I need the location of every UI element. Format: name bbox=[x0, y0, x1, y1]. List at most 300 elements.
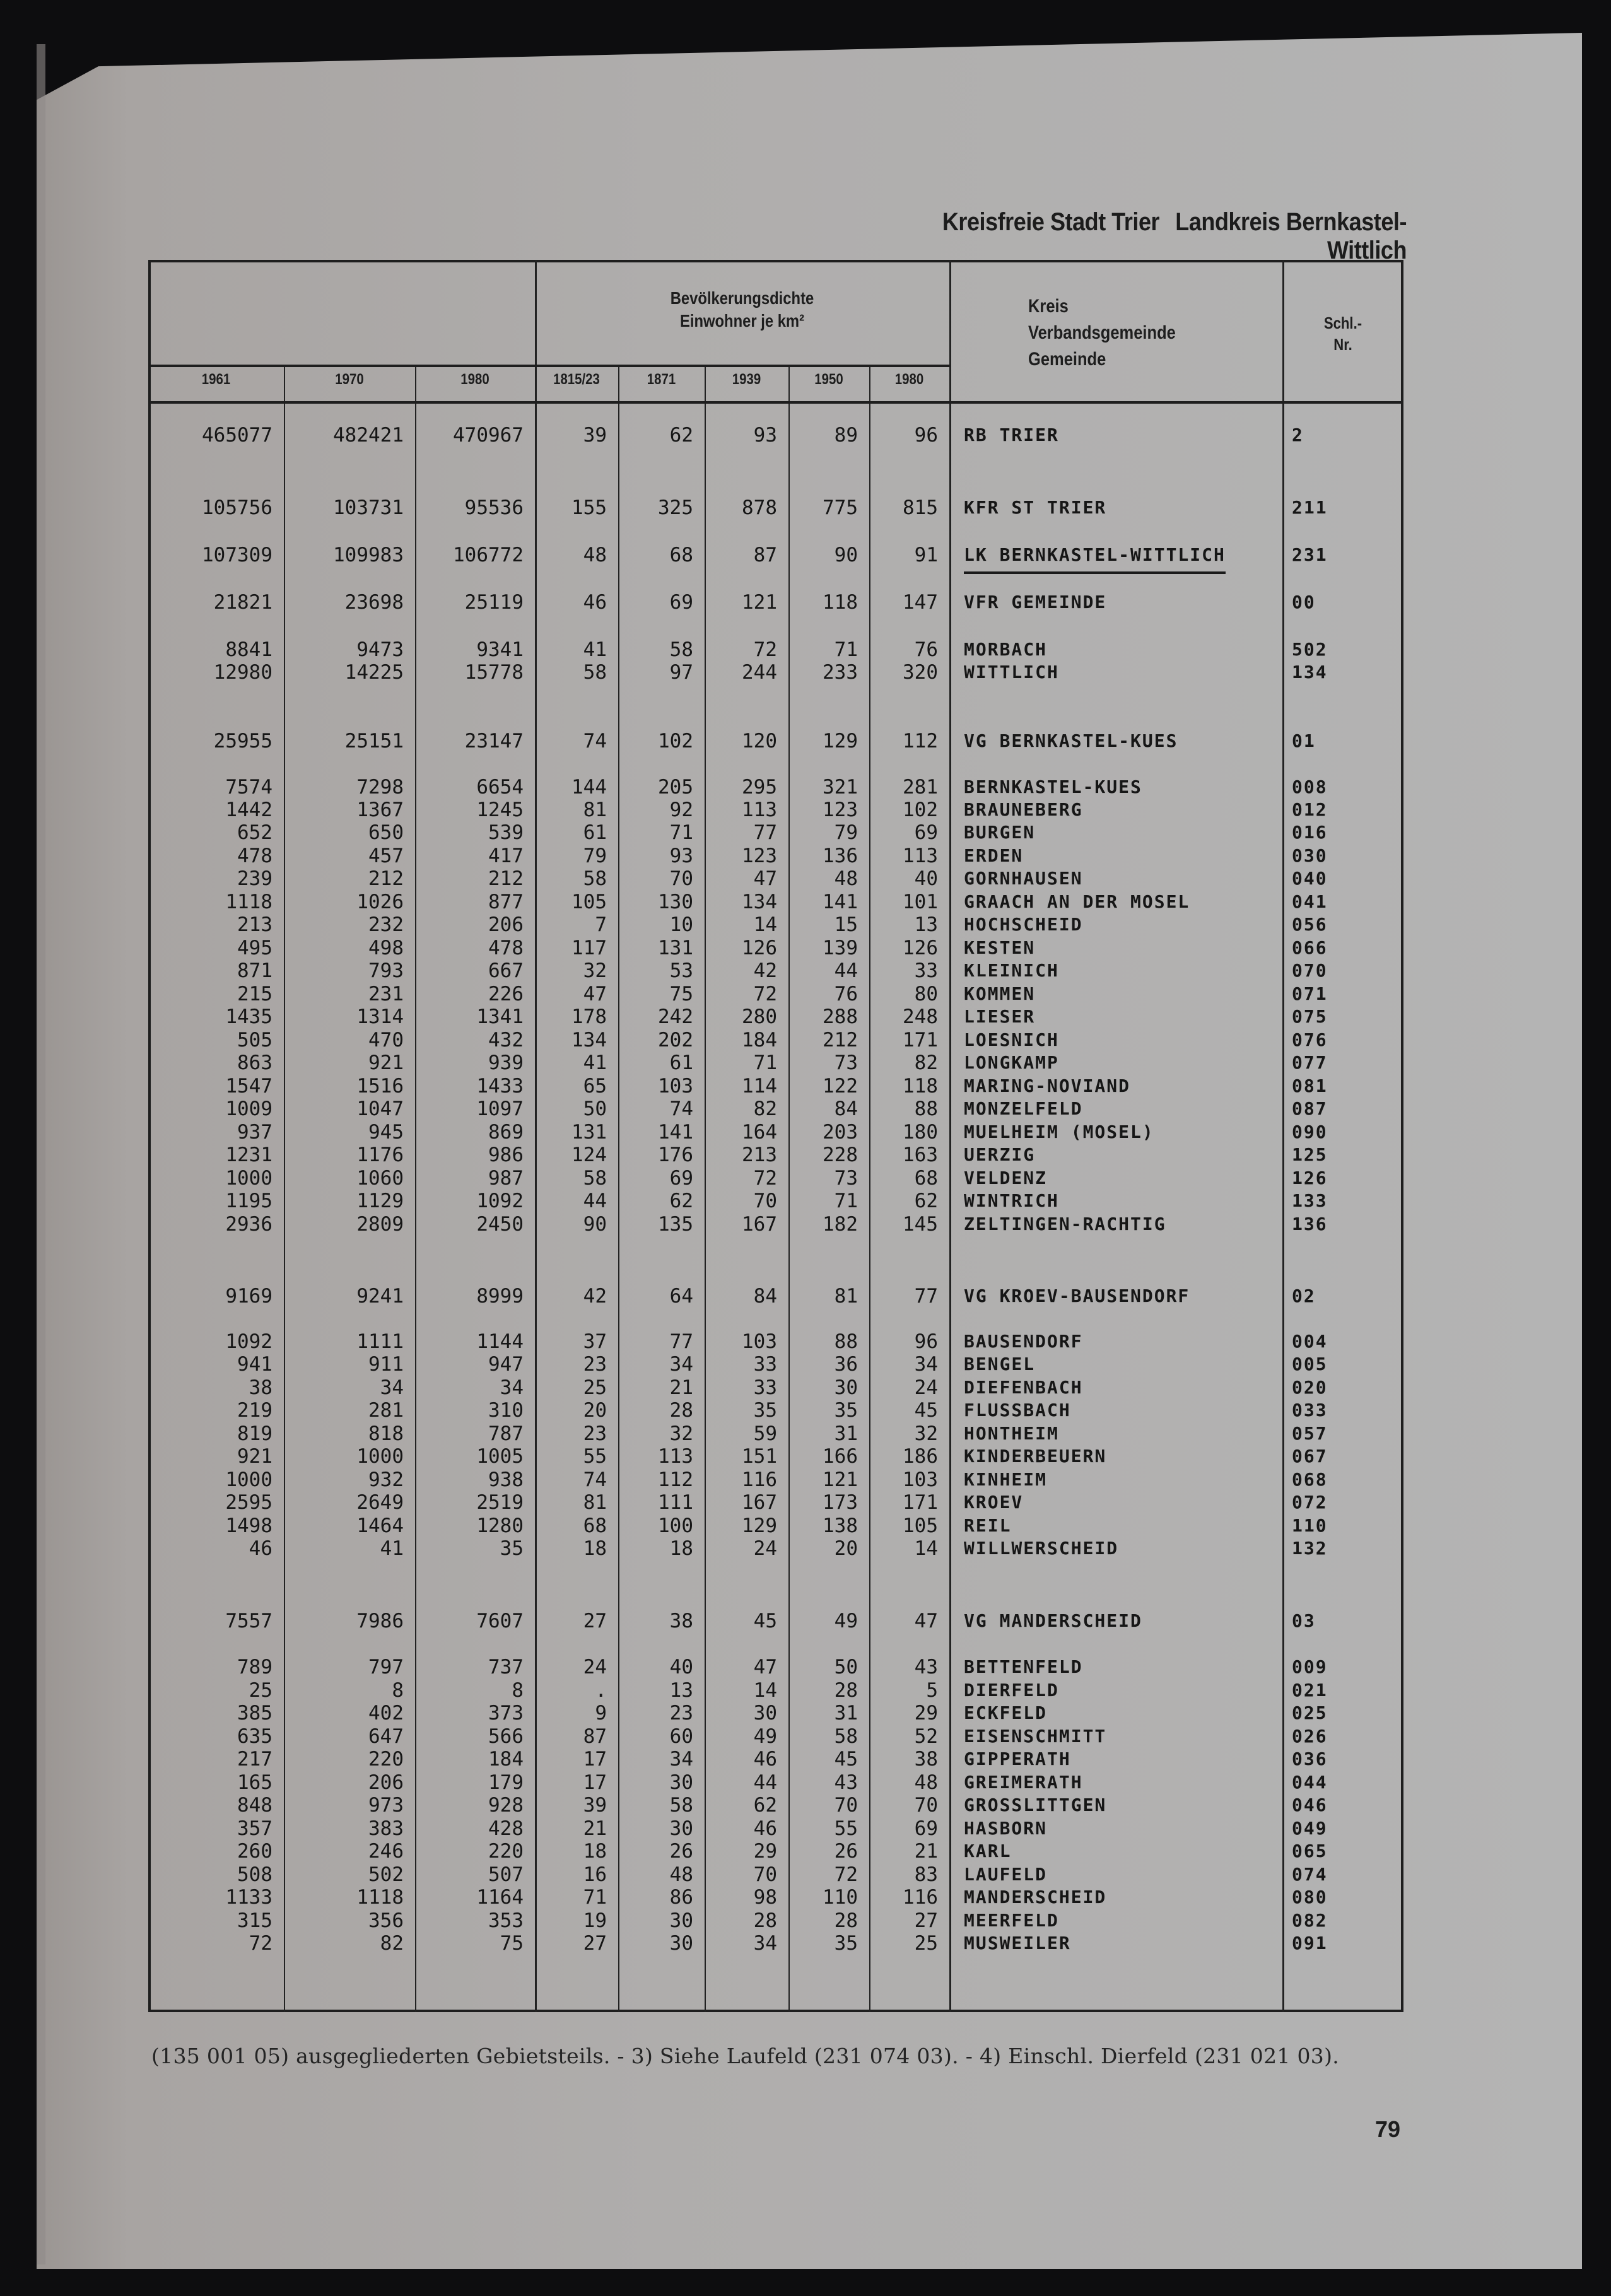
cell-p1961: 2936 bbox=[225, 1213, 272, 1236]
cell-d1871: 205 bbox=[658, 776, 693, 799]
header-density-1815: 1815/23 bbox=[553, 371, 600, 388]
cell-name: MANDERSCHEID bbox=[964, 1887, 1107, 1907]
cell-d1871: 58 bbox=[669, 638, 693, 661]
header-pop-1961: 1961 bbox=[201, 371, 231, 388]
cell-d1950: 73 bbox=[834, 1051, 858, 1074]
cell-p1970: 457 bbox=[368, 845, 404, 867]
column-divider bbox=[949, 260, 951, 2012]
cell-p1980: 667 bbox=[488, 959, 524, 982]
cell-d1815: 55 bbox=[583, 1445, 607, 1468]
cell-d1980: 180 bbox=[903, 1121, 938, 1144]
cell-d1980: 13 bbox=[914, 913, 938, 936]
cell-name: VG MANDERSCHEID bbox=[964, 1610, 1142, 1631]
cell-name: WILLWERSCHEID bbox=[964, 1538, 1119, 1559]
cell-p1961: 1092 bbox=[225, 1330, 272, 1353]
header-pop-1980: 1980 bbox=[460, 371, 489, 388]
cell-p1961: 105756 bbox=[202, 496, 272, 519]
cell-p1980: 1341 bbox=[476, 1005, 524, 1028]
cell-d1815: 25 bbox=[583, 1376, 607, 1399]
cell-code: 075 bbox=[1292, 1006, 1328, 1027]
cell-d1980: 88 bbox=[914, 1098, 938, 1120]
cell-p1970: 41 bbox=[380, 1537, 404, 1560]
cell-d1950: 89 bbox=[834, 424, 858, 447]
cell-code: 081 bbox=[1292, 1075, 1328, 1096]
cell-d1871: 23 bbox=[669, 1702, 693, 1725]
cell-p1961: 937 bbox=[237, 1121, 272, 1144]
cell-d1950: 55 bbox=[834, 1817, 858, 1840]
cell-p1970: 1129 bbox=[356, 1190, 404, 1212]
cell-p1961: 1195 bbox=[225, 1190, 272, 1212]
cell-d1815: 71 bbox=[583, 1886, 607, 1909]
cell-name: KINDERBEUERN bbox=[964, 1446, 1107, 1467]
cell-p1970: 1176 bbox=[356, 1144, 404, 1166]
cell-d1815: 23 bbox=[583, 1353, 607, 1376]
cell-p1961: 38 bbox=[249, 1376, 272, 1399]
cell-d1815: 81 bbox=[583, 1491, 607, 1514]
cell-d1871: 48 bbox=[669, 1863, 693, 1886]
cell-p1980: 8 bbox=[512, 1679, 524, 1702]
cell-p1980: 1092 bbox=[476, 1190, 524, 1212]
cell-p1961: 2595 bbox=[225, 1491, 272, 1514]
cell-code: 090 bbox=[1292, 1122, 1328, 1142]
cell-p1970: 1111 bbox=[356, 1330, 404, 1353]
cell-code: 125 bbox=[1292, 1144, 1328, 1165]
cell-name: GROSSLITTGEN bbox=[964, 1795, 1107, 1815]
cell-p1980: 220 bbox=[488, 1840, 524, 1863]
cell-d1939: 126 bbox=[742, 937, 777, 959]
cell-code: 080 bbox=[1292, 1887, 1328, 1907]
cell-p1961: 25 bbox=[249, 1679, 272, 1702]
cell-d1980: 96 bbox=[914, 424, 938, 447]
cell-d1815: 20 bbox=[583, 1399, 607, 1422]
cell-d1939: 113 bbox=[742, 799, 777, 821]
cell-p1970: 9473 bbox=[356, 638, 404, 661]
cell-p1961: 1435 bbox=[225, 1005, 272, 1028]
cell-d1815: 74 bbox=[583, 1468, 607, 1491]
cell-d1980: 27 bbox=[914, 1909, 938, 1932]
cell-p1970: 109983 bbox=[333, 544, 404, 566]
cell-p1970: 921 bbox=[368, 1051, 404, 1074]
cell-d1980: 48 bbox=[914, 1771, 938, 1794]
cell-p1970: 7298 bbox=[356, 776, 404, 799]
cell-d1950: 45 bbox=[834, 1748, 858, 1771]
cell-d1980: 83 bbox=[914, 1863, 938, 1886]
cell-p1970: 818 bbox=[368, 1422, 404, 1445]
cell-d1939: 120 bbox=[742, 730, 777, 753]
cell-name: HONTHEIM bbox=[964, 1423, 1059, 1444]
cell-p1970: 1464 bbox=[356, 1514, 404, 1537]
cell-name: GREIMERATH bbox=[964, 1772, 1083, 1793]
cell-d1950: 35 bbox=[834, 1932, 858, 1955]
cell-d1815: 90 bbox=[583, 1213, 607, 1236]
cell-code: 072 bbox=[1292, 1492, 1328, 1513]
cell-d1815: 81 bbox=[583, 799, 607, 821]
cell-code: 071 bbox=[1292, 983, 1328, 1004]
cell-d1871: 30 bbox=[669, 1932, 693, 1955]
cell-d1980: 82 bbox=[914, 1051, 938, 1074]
name-header-vg: Verbandsgemeinde bbox=[1028, 322, 1176, 343]
cell-p1970: 402 bbox=[368, 1702, 404, 1725]
header-density-1980: 1980 bbox=[894, 371, 924, 388]
cell-d1815: 124 bbox=[571, 1144, 607, 1166]
cell-p1980: 226 bbox=[488, 983, 524, 1005]
cell-d1939: 59 bbox=[753, 1422, 777, 1445]
cell-d1939: 33 bbox=[753, 1353, 777, 1376]
cell-d1939: 121 bbox=[742, 591, 777, 614]
cell-d1950: 31 bbox=[834, 1422, 858, 1445]
cell-d1950: 88 bbox=[834, 1330, 858, 1353]
cell-p1980: 539 bbox=[488, 821, 524, 844]
cell-d1950: 49 bbox=[834, 1610, 858, 1632]
cell-p1980: 987 bbox=[488, 1167, 524, 1190]
cell-name: ERDEN bbox=[964, 845, 1024, 866]
cell-d1980: 38 bbox=[914, 1748, 938, 1771]
cell-p1961: 213 bbox=[237, 913, 272, 936]
cell-p1980: 310 bbox=[488, 1399, 524, 1422]
cell-p1970: 1000 bbox=[356, 1445, 404, 1468]
cell-p1961: 217 bbox=[237, 1748, 272, 1771]
cell-p1961: 1118 bbox=[225, 891, 272, 913]
cell-p1980: 34 bbox=[500, 1376, 524, 1399]
cell-d1815: 21 bbox=[583, 1817, 607, 1840]
cell-d1950: 48 bbox=[834, 867, 858, 890]
cell-d1939: 295 bbox=[742, 776, 777, 799]
cell-p1970: 502 bbox=[368, 1863, 404, 1886]
cell-p1961: 12980 bbox=[213, 661, 272, 684]
cell-d1950: 775 bbox=[823, 496, 858, 519]
cell-p1980: 428 bbox=[488, 1817, 524, 1840]
cell-d1950: 44 bbox=[834, 959, 858, 982]
cell-p1970: 470 bbox=[368, 1029, 404, 1051]
cell-d1871: 111 bbox=[658, 1491, 693, 1514]
cell-d1815: 9 bbox=[595, 1702, 607, 1725]
cell-d1950: 110 bbox=[823, 1886, 858, 1909]
cell-p1980: 35 bbox=[500, 1537, 524, 1560]
cell-d1950: 136 bbox=[823, 845, 858, 867]
cell-d1980: 21 bbox=[914, 1840, 938, 1863]
cell-d1939: 28 bbox=[753, 1909, 777, 1932]
cell-d1950: 288 bbox=[823, 1005, 858, 1028]
cell-d1980: 52 bbox=[914, 1725, 938, 1748]
cell-d1980: 62 bbox=[914, 1190, 938, 1212]
page-gutter-edge bbox=[37, 44, 45, 2264]
cell-d1939: 72 bbox=[753, 983, 777, 1005]
cell-d1980: 80 bbox=[914, 983, 938, 1005]
cell-p1980: 566 bbox=[488, 1725, 524, 1748]
cell-p1970: 498 bbox=[368, 937, 404, 959]
cell-code: 021 bbox=[1292, 1680, 1328, 1701]
cell-p1970: 7986 bbox=[356, 1610, 404, 1632]
cell-d1871: 28 bbox=[669, 1399, 693, 1422]
cell-p1980: 1245 bbox=[476, 799, 524, 821]
cell-d1815: 87 bbox=[583, 1725, 607, 1748]
cell-p1970: 8 bbox=[392, 1679, 404, 1702]
cell-d1980: 147 bbox=[903, 591, 938, 614]
cell-name: BRAUNEBERG bbox=[964, 799, 1083, 820]
cell-d1871: 131 bbox=[658, 937, 693, 959]
cell-p1980: 212 bbox=[488, 867, 524, 890]
cell-p1961: 219 bbox=[237, 1399, 272, 1422]
cell-d1950: 72 bbox=[834, 1863, 858, 1886]
name-column-header bbox=[1028, 293, 1176, 373]
cell-d1871: 130 bbox=[658, 891, 693, 913]
cell-d1871: 21 bbox=[669, 1376, 693, 1399]
cell-d1980: 171 bbox=[903, 1491, 938, 1514]
cell-d1815: 39 bbox=[583, 1794, 607, 1817]
cell-d1871: 30 bbox=[669, 1909, 693, 1932]
cell-d1815: 50 bbox=[583, 1098, 607, 1120]
cell-code: 082 bbox=[1292, 1910, 1328, 1931]
cell-d1871: 100 bbox=[658, 1514, 693, 1537]
cell-d1939: 70 bbox=[753, 1190, 777, 1212]
cell-d1980: 118 bbox=[903, 1075, 938, 1098]
cell-d1980: 126 bbox=[903, 937, 938, 959]
name-header-gemeinde: Gemeinde bbox=[1028, 349, 1106, 370]
cell-code: 136 bbox=[1292, 1214, 1328, 1234]
cell-p1970: 932 bbox=[368, 1468, 404, 1491]
cell-p1970: 973 bbox=[368, 1794, 404, 1817]
cell-p1980: 417 bbox=[488, 845, 524, 867]
cell-p1970: 1047 bbox=[356, 1098, 404, 1120]
cell-name: GRAACH AN DER MOSEL bbox=[964, 891, 1190, 912]
cell-d1950: 70 bbox=[834, 1794, 858, 1817]
cell-d1950: 73 bbox=[834, 1167, 858, 1190]
cell-name: MORBACH bbox=[964, 639, 1048, 660]
page-number: 79 bbox=[1375, 2116, 1401, 2142]
cell-p1980: 787 bbox=[488, 1422, 524, 1445]
cell-d1950: 118 bbox=[823, 591, 858, 614]
cell-name: ECKFELD bbox=[964, 1702, 1048, 1723]
cell-name: GORNHAUSEN bbox=[964, 868, 1083, 889]
cell-p1961: 385 bbox=[237, 1702, 272, 1725]
cell-name: VG BERNKASTEL-KUES bbox=[964, 730, 1178, 751]
cell-d1980: 29 bbox=[914, 1702, 938, 1725]
cell-d1950: 129 bbox=[823, 730, 858, 753]
cell-d1980: 248 bbox=[903, 1005, 938, 1028]
cell-d1939: 129 bbox=[742, 1514, 777, 1537]
cell-name: HASBORN bbox=[964, 1818, 1048, 1839]
cell-d1939: 116 bbox=[742, 1468, 777, 1491]
cell-p1980: 877 bbox=[488, 891, 524, 913]
cell-d1939: 29 bbox=[753, 1840, 777, 1863]
code-header-line2: Nr. bbox=[1333, 335, 1352, 354]
cell-p1970: 25151 bbox=[344, 730, 404, 753]
cell-d1980: 186 bbox=[903, 1445, 938, 1468]
header-density-1950: 1950 bbox=[814, 371, 843, 388]
cell-d1950: 81 bbox=[834, 1285, 858, 1308]
cell-d1815: 58 bbox=[583, 1167, 607, 1190]
cell-name: FLUSSBACH bbox=[964, 1400, 1071, 1420]
density-header bbox=[566, 287, 918, 332]
cell-d1950: 321 bbox=[823, 776, 858, 799]
cell-name: VG KROEV-BAUSENDORF bbox=[964, 1286, 1190, 1306]
cell-d1815: 17 bbox=[583, 1771, 607, 1794]
cell-code: 049 bbox=[1292, 1818, 1328, 1839]
cell-d1950: 173 bbox=[823, 1491, 858, 1514]
cell-name: VELDENZ bbox=[964, 1168, 1048, 1188]
cell-p1980: 206 bbox=[488, 913, 524, 936]
cell-d1815: 155 bbox=[571, 496, 607, 519]
cell-d1871: 92 bbox=[669, 799, 693, 821]
cell-code: 012 bbox=[1292, 799, 1328, 820]
cell-d1980: 24 bbox=[914, 1376, 938, 1399]
cell-d1815: 74 bbox=[583, 730, 607, 753]
cell-d1939: 46 bbox=[753, 1748, 777, 1771]
cell-p1970: 356 bbox=[368, 1909, 404, 1932]
cell-p1980: 1144 bbox=[476, 1330, 524, 1353]
cell-code: 025 bbox=[1292, 1702, 1328, 1723]
cell-d1950: 90 bbox=[834, 544, 858, 566]
cell-d1980: 40 bbox=[914, 867, 938, 890]
cell-name: WITTLICH bbox=[964, 662, 1059, 682]
cell-d1950: 76 bbox=[834, 983, 858, 1005]
cell-p1980: 432 bbox=[488, 1029, 524, 1051]
running-head-right: Landkreis Bernkastel-Wittlich bbox=[1175, 208, 1407, 264]
cell-name: EISENSCHMITT bbox=[964, 1726, 1107, 1747]
cell-d1950: 36 bbox=[834, 1353, 858, 1376]
cell-d1950: 228 bbox=[823, 1144, 858, 1166]
cell-d1871: 34 bbox=[669, 1353, 693, 1376]
cell-p1961: 46 bbox=[249, 1537, 272, 1560]
cell-p1970: 797 bbox=[368, 1656, 404, 1678]
cell-p1961: 21821 bbox=[213, 591, 272, 614]
cell-code: 065 bbox=[1292, 1841, 1328, 1861]
cell-d1980: 5 bbox=[926, 1679, 938, 1702]
cell-d1939: 151 bbox=[742, 1445, 777, 1468]
cell-p1980: 1005 bbox=[476, 1445, 524, 1468]
cell-d1871: 30 bbox=[669, 1771, 693, 1794]
cell-d1980: 91 bbox=[914, 544, 938, 566]
cell-code: 133 bbox=[1292, 1190, 1328, 1211]
cell-d1950: 138 bbox=[823, 1514, 858, 1537]
cell-d1871: 242 bbox=[658, 1005, 693, 1028]
cell-d1939: 14 bbox=[753, 1679, 777, 1702]
cell-d1939: 45 bbox=[753, 1610, 777, 1632]
cell-p1970: 232 bbox=[368, 913, 404, 936]
header-divider bbox=[148, 401, 1403, 404]
cell-name: BERNKASTEL-KUES bbox=[964, 776, 1142, 797]
cell-d1950: 20 bbox=[834, 1537, 858, 1560]
header-pop-1970: 1970 bbox=[335, 371, 364, 388]
cell-d1871: 97 bbox=[669, 661, 693, 684]
cell-code: 040 bbox=[1292, 868, 1328, 889]
cell-d1871: 69 bbox=[669, 1167, 693, 1190]
cell-d1871: 135 bbox=[658, 1213, 693, 1236]
cell-d1815: 65 bbox=[583, 1075, 607, 1098]
cell-d1871: 53 bbox=[669, 959, 693, 982]
cell-d1815: 39 bbox=[583, 424, 607, 447]
cell-code: 066 bbox=[1292, 937, 1328, 958]
cell-d1939: 167 bbox=[742, 1213, 777, 1236]
cell-p1970: 1516 bbox=[356, 1075, 404, 1098]
cell-d1980: 281 bbox=[903, 776, 938, 799]
cell-d1815: 27 bbox=[583, 1932, 607, 1955]
cell-p1970: 281 bbox=[368, 1399, 404, 1422]
running-head bbox=[873, 208, 1407, 265]
cell-d1950: 84 bbox=[834, 1098, 858, 1120]
cell-d1980: 105 bbox=[903, 1514, 938, 1537]
cell-d1871: 202 bbox=[658, 1029, 693, 1051]
cell-code: 044 bbox=[1292, 1772, 1328, 1793]
cell-d1871: 93 bbox=[669, 845, 693, 867]
cell-d1939: 84 bbox=[753, 1285, 777, 1308]
cell-d1815: . bbox=[595, 1679, 607, 1702]
cell-p1961: 819 bbox=[237, 1422, 272, 1445]
cell-d1815: 41 bbox=[583, 1051, 607, 1074]
cell-p1970: 9241 bbox=[356, 1285, 404, 1308]
cell-d1950: 43 bbox=[834, 1771, 858, 1794]
cell-d1939: 103 bbox=[742, 1330, 777, 1353]
cell-d1939: 72 bbox=[753, 638, 777, 661]
code-header-line1: Schl.- bbox=[1323, 313, 1362, 332]
cell-code: 132 bbox=[1292, 1538, 1328, 1559]
cell-p1961: 260 bbox=[237, 1840, 272, 1863]
cell-p1980: 947 bbox=[488, 1353, 524, 1376]
cell-d1871: 103 bbox=[658, 1075, 693, 1098]
cell-p1980: 1433 bbox=[476, 1075, 524, 1098]
cell-d1939: 14 bbox=[753, 913, 777, 936]
cell-code: 502 bbox=[1292, 639, 1328, 660]
cell-p1961: 9169 bbox=[225, 1285, 272, 1308]
cell-d1871: 325 bbox=[658, 496, 693, 519]
cell-p1961: 1231 bbox=[225, 1144, 272, 1166]
cell-d1815: 178 bbox=[571, 1005, 607, 1028]
cell-d1939: 33 bbox=[753, 1376, 777, 1399]
cell-p1970: 14225 bbox=[344, 661, 404, 684]
cell-d1980: 77 bbox=[914, 1285, 938, 1308]
cell-p1980: 15778 bbox=[464, 661, 524, 684]
cell-code: 041 bbox=[1292, 891, 1328, 912]
cell-d1939: 47 bbox=[753, 867, 777, 890]
cell-p1961: 1498 bbox=[225, 1514, 272, 1537]
cell-code: 126 bbox=[1292, 1168, 1328, 1188]
cell-d1950: 58 bbox=[834, 1725, 858, 1748]
cell-code: 077 bbox=[1292, 1052, 1328, 1073]
cell-name: LONGKAMP bbox=[964, 1052, 1059, 1073]
cell-d1815: 144 bbox=[571, 776, 607, 799]
cell-p1961: 465077 bbox=[202, 424, 272, 447]
cell-d1815: 7 bbox=[595, 913, 607, 936]
cell-d1950: 233 bbox=[823, 661, 858, 684]
cell-d1871: 141 bbox=[658, 1121, 693, 1144]
cell-p1970: 647 bbox=[368, 1725, 404, 1748]
cell-d1939: 878 bbox=[742, 496, 777, 519]
cell-code: 074 bbox=[1292, 1864, 1328, 1885]
cell-code: 01 bbox=[1292, 730, 1316, 751]
cell-d1939: 167 bbox=[742, 1491, 777, 1514]
cell-d1980: 163 bbox=[903, 1144, 938, 1166]
cell-code: 030 bbox=[1292, 845, 1328, 866]
cell-d1980: 116 bbox=[903, 1886, 938, 1909]
cell-p1970: 1118 bbox=[356, 1886, 404, 1909]
cell-p1980: 737 bbox=[488, 1656, 524, 1678]
cell-p1961: 505 bbox=[237, 1029, 272, 1051]
cell-name: MARING-NOVIAND bbox=[964, 1075, 1131, 1096]
cell-d1815: 47 bbox=[583, 983, 607, 1005]
cell-name: ZELTINGEN-RACHTIG bbox=[964, 1214, 1166, 1234]
cell-p1970: 206 bbox=[368, 1771, 404, 1794]
cell-code: 03 bbox=[1292, 1610, 1316, 1631]
cell-d1950: 166 bbox=[823, 1445, 858, 1468]
cell-d1980: 112 bbox=[903, 730, 938, 753]
cell-name: LOESNICH bbox=[964, 1029, 1059, 1050]
cell-p1961: 941 bbox=[237, 1353, 272, 1376]
cell-d1939: 72 bbox=[753, 1167, 777, 1190]
cell-d1871: 60 bbox=[669, 1725, 693, 1748]
cell-code: 00 bbox=[1292, 592, 1316, 612]
cell-p1961: 871 bbox=[237, 959, 272, 982]
cell-p1970: 383 bbox=[368, 1817, 404, 1840]
